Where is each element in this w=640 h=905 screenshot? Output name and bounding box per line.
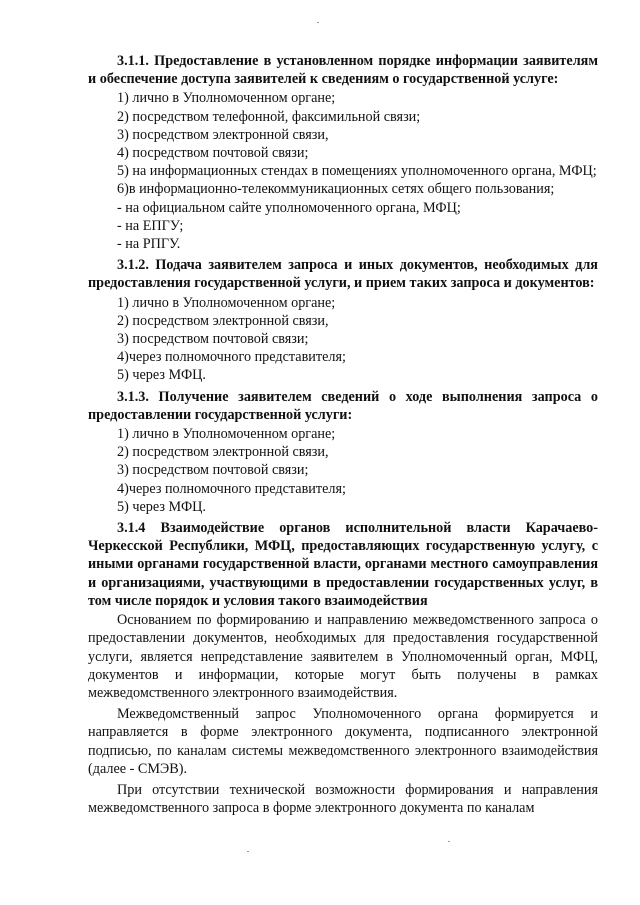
- list-item: 5) через МФЦ.: [117, 498, 206, 515]
- section-3-1-2-heading: 3.1.2. Подача заявителем запроса и иных документов, необходимых для предоставления государственной услуги, и прием таких запроса и документов:: [88, 257, 598, 292]
- list-item: 3) посредством электронной связи,: [117, 126, 329, 143]
- section-3-1-1-heading: 3.1.1. Предоставление в установленном порядке информации заявителям и обеспечение доступа заявителей к сведениям о государственной услуге:: [88, 53, 598, 88]
- list-item: 6)в информационно-телекоммуникационных сетях общего пользования;: [117, 181, 555, 198]
- list-item: 3) посредством почтовой связи;: [117, 462, 309, 479]
- list-item: 1) лично в Уполномоченном органе;: [117, 294, 336, 311]
- section-3-1-4-heading: 3.1.4 Взаимодействие органов исполнительной власти Карачаево-Черкесской Республики, МФЦ, предоставляющих государственную услугу, с иными органами государственной власти, органами местного самоуправления и организациями, участвующими в предоставлении государственных услуг, в том числе порядок и условия такого взаимодействия: [88, 520, 598, 609]
- list-item: 4)через полномочного представителя;: [117, 480, 346, 497]
- body-paragraph: Межведомственный запрос Уполномоченного органа формируется и направляется в форме электронного документа, подписанного электронной подписью, по каналам системы межведомственного электронного взаимодействия (далее - СМЭВ).: [88, 706, 598, 777]
- list-item: 2) посредством электронной связи,: [117, 444, 329, 461]
- list-item: - на РПГУ.: [117, 236, 181, 253]
- list-item: 2) посредством электронной связи,: [117, 312, 329, 329]
- list-item: 4) посредством почтовой связи;: [117, 145, 309, 162]
- list-item: - на ЕПГУ;: [117, 217, 184, 234]
- list-item: 1) лично в Уполномоченном органе;: [117, 426, 336, 443]
- document-page: [88, 52, 598, 817]
- body-paragraph: Основанием по формированию и направлению межведомственного запроса о предоставлении документов, необходимых для предоставления государственной услуги, является непредставление заявителем в Уполномоченный орган, МФЦ, документов и информации, которые могут быть получены в рамках межведомственного электронного взаимодействия.: [88, 612, 598, 701]
- list-item: 5) на информационных стендах в помещениях уполномоченного органа, МФЦ;: [117, 163, 597, 180]
- body-paragraph: При отсутствии технической возможности формирования и направления межведомственного запроса в форме электронного документа по каналам: [88, 781, 598, 817]
- list-item: 5) через МФЦ.: [117, 367, 206, 384]
- section-3-1-3-heading: 3.1.3. Получение заявителем сведений о ходе выполнения запроса о предоставлении государственной услуги:: [88, 388, 598, 423]
- list-item: 1) лично в Уполномоченном органе;: [117, 90, 336, 107]
- list-item: 3) посредством почтовой связи;: [117, 331, 309, 348]
- list-item: 2) посредством телефонной, факсимильной связи;: [117, 108, 421, 125]
- list-item: - на официальном сайте уполномоченного органа, МФЦ;: [117, 199, 461, 216]
- list-item: 4)через полномочного представителя;: [117, 349, 346, 366]
